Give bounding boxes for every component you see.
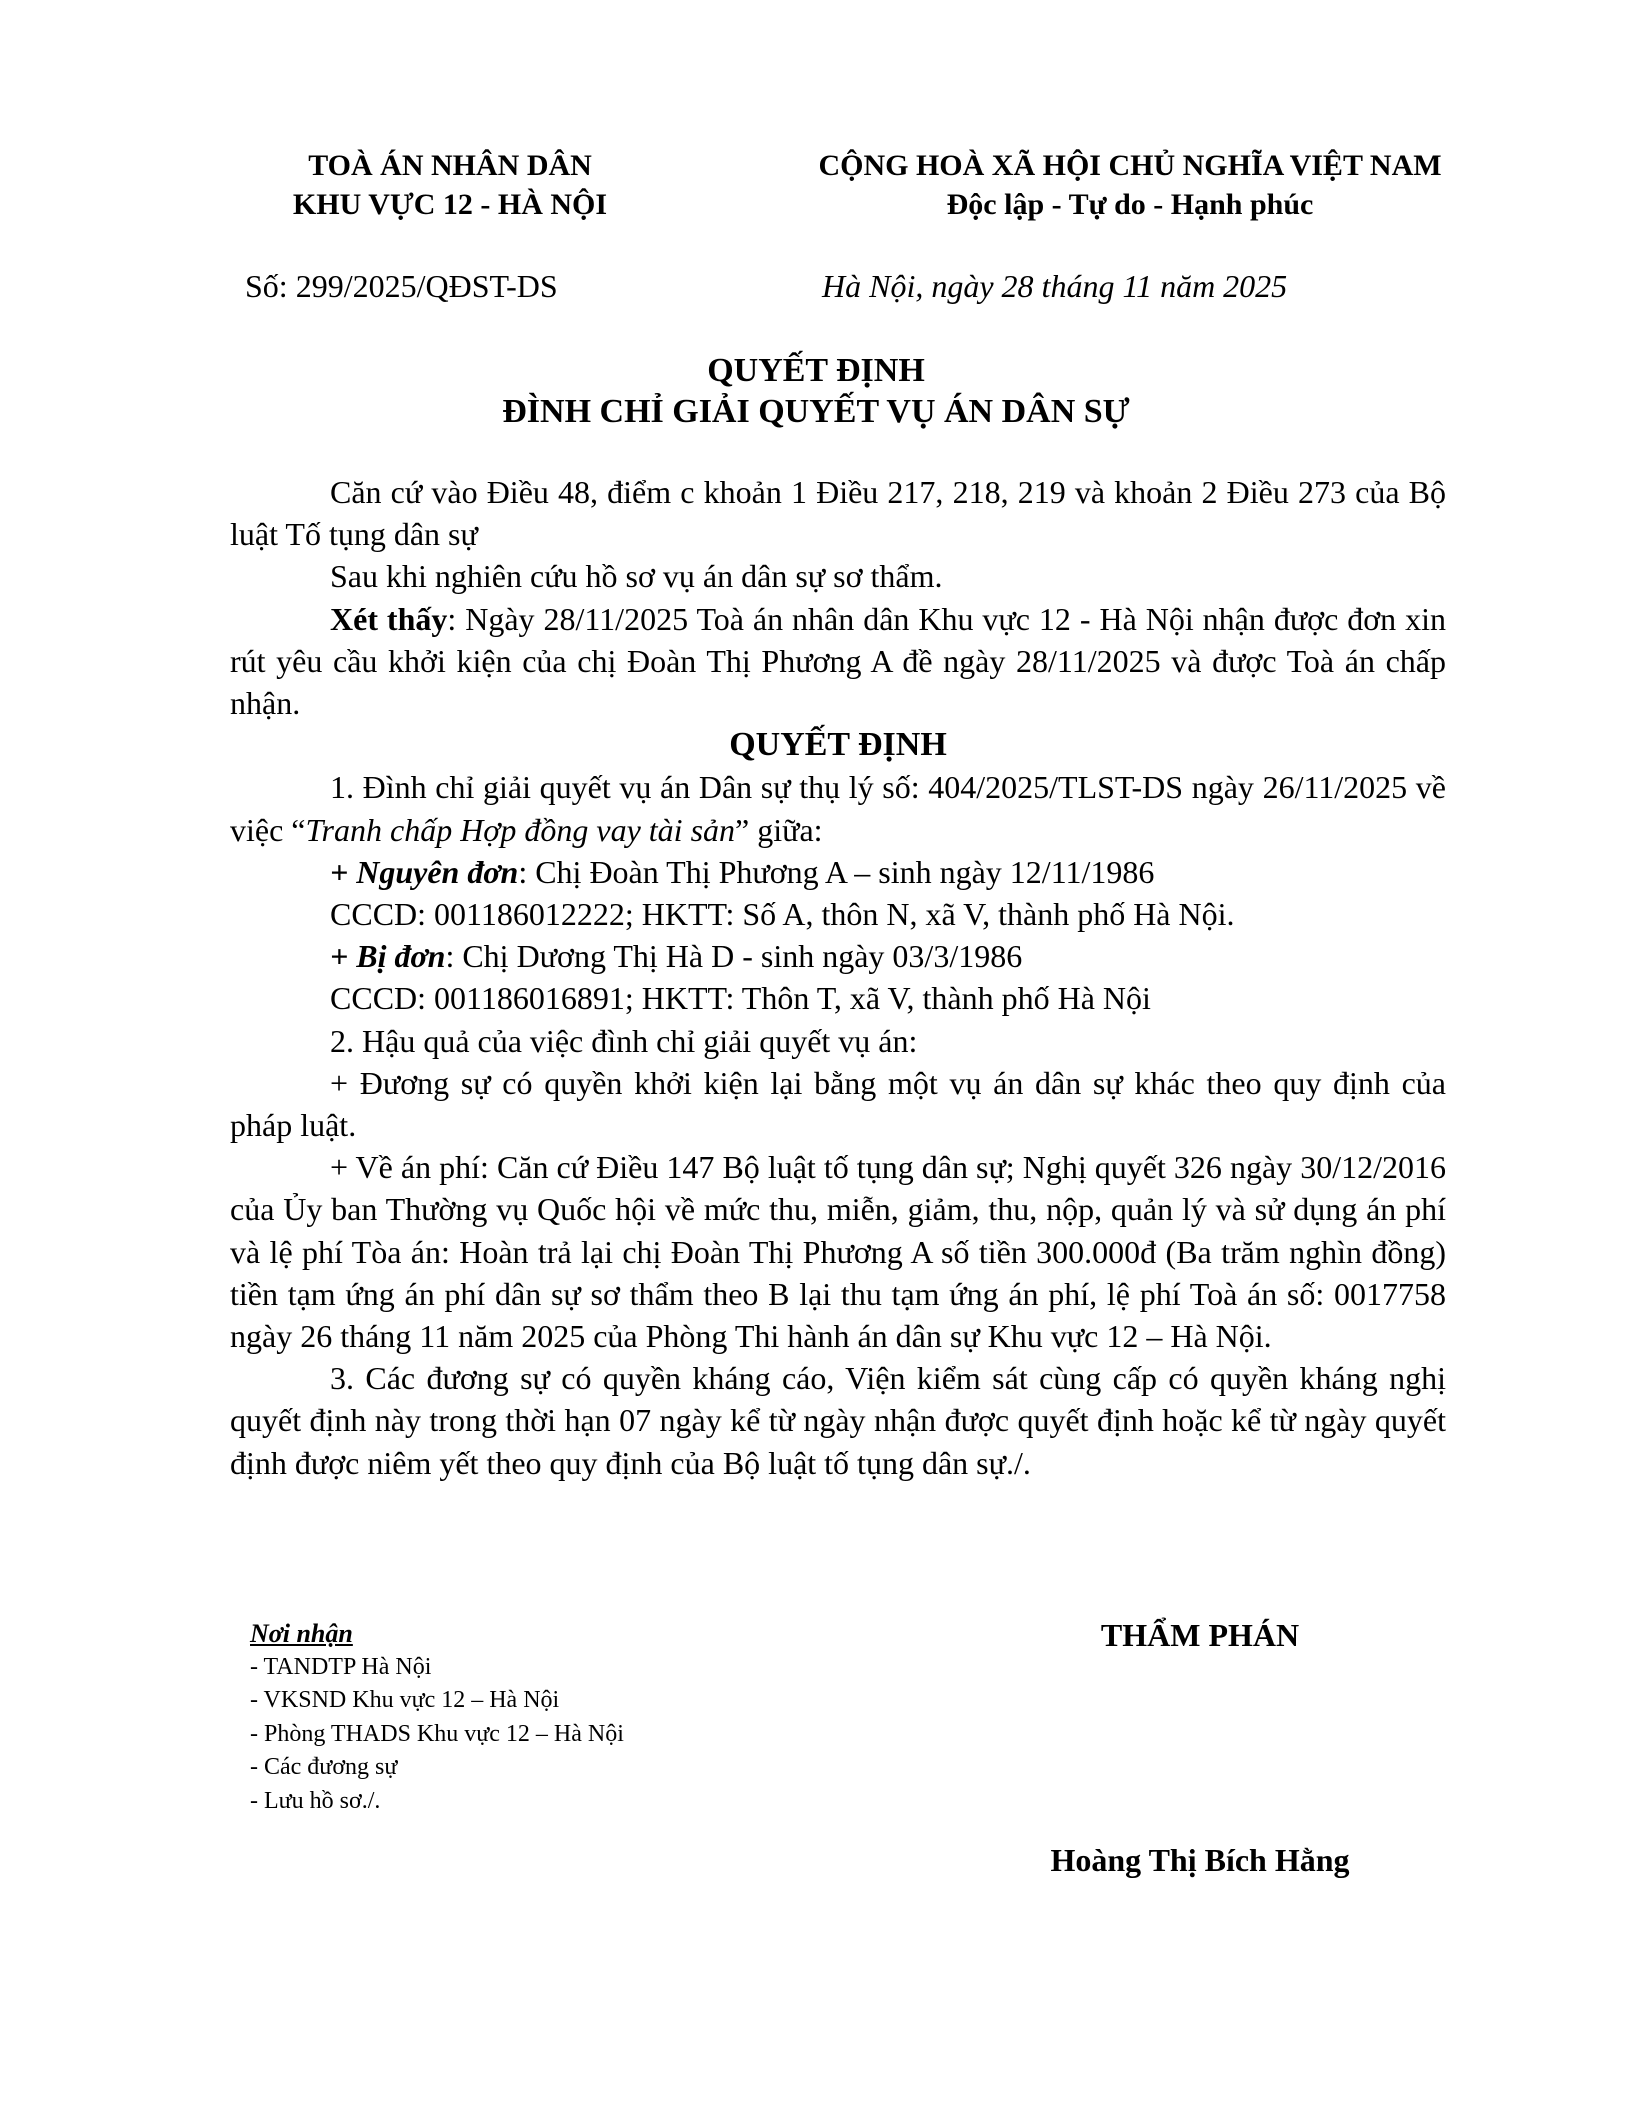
document-title <box>0 350 1632 432</box>
finding-label: Xét thấy <box>330 600 448 637</box>
defendant-label: + Bị đơn <box>330 938 446 975</box>
court-name <box>240 146 660 224</box>
review-statement: Sau khi nghiên cứu hồ sơ vụ án dân sự sơ thẩm. <box>330 558 943 595</box>
recipient-item: - VKSND Khu vực 12 – Hà Nội <box>250 1687 560 1713</box>
recipient-item: - Lưu hồ sơ./. <box>250 1787 381 1814</box>
national-motto <box>740 146 1520 224</box>
place-date: Hà Nội, ngày 28 tháng 11 năm 2025 <box>822 268 1288 304</box>
defendant <box>230 935 1446 977</box>
recipient-item: - Các đương sự <box>250 1754 398 1780</box>
court-name-line1: TOÀ ÁN NHÂN DÂN <box>308 149 592 182</box>
defendant-id: CCCD: 001186016891; HKTT: Thôn T, xã V, thành phố Hà Nội <box>330 980 1151 1017</box>
plaintiff-text: : Chị Đoàn Thị Phương A – sinh ngày 12/11/1986 <box>518 853 1155 890</box>
signer-name: Hoàng Thị Bích Hằng <box>1050 1842 1350 1878</box>
item2-court-fee: + Về án phí: Căn cứ Điều 147 Bộ luật tố tụng dân sự; Nghị quyết 326 ngày 30/12/2016 của Ủy ban Thường vụ Quốc hội về mức thu, miễn, giảm, thu, nộp, quản lý và sử dụng án phí và lệ phí Tòa án: Hoàn trả lại chị Đoàn Thị Phương A số tiền 300.000đ (Ba trăm nghìn đồng) tiền tạm ứng án phí dân sự sơ thẩm theo B lại thu tạm ứng án phí, lệ phí Toà án số: 0017758 ngày 26 tháng 11 năm 2025 của Phòng Thi hành án dân sự Khu vực 12 – Hà Nội. <box>230 1149 1446 1355</box>
recipient-item: - TANDTP Hà Nội <box>250 1653 432 1680</box>
national-title: CỘNG HOÀ XÃ HỘI CHỦ NGHĨA VIỆT NAM <box>818 149 1442 182</box>
document-number: Số: 299/2025/QĐST-DS <box>245 268 558 304</box>
case-name: Tranh chấp Hợp đồng vay tài sản <box>305 811 736 848</box>
item2-right-to-sue: + Đương sự có quyền khởi kiện lại bằng một vụ án dân sự khác theo quy định của pháp luật. <box>230 1064 1446 1144</box>
document-body <box>230 471 1446 1484</box>
finding <box>230 598 1446 725</box>
finding-text: : Ngày 28/11/2025 Toà án nhân dân Khu vực 12 - Hà Nội nhận được đơn xin rút yêu cầu khởi kiện của chị Đoàn Thị Phương A đề ngày 28/11/2025 và được Toà án chấp nhận. <box>230 600 1447 722</box>
title-line2: ĐÌNH CHỈ GIẢI QUYẾT VỤ ÁN DÂN SỰ <box>502 393 1130 430</box>
legal-basis: Căn cứ vào Điều 48, điểm c khoản 1 Điều 217, 218, 219 và khoản 2 Điều 273 của Bộ luật Tố tụng dân sự <box>230 474 1446 553</box>
decision-item-1 <box>230 766 1446 850</box>
item1-post: ” giữa: <box>735 811 823 848</box>
recipients <box>250 1617 850 1818</box>
defendant-text: : Chị Dương Thị Hà D - sinh ngày 03/3/1986 <box>445 938 1023 975</box>
motto: Độc lập - Tự do - Hạnh phúc <box>946 188 1314 221</box>
title-line1: QUYẾT ĐỊNH <box>707 352 925 389</box>
item1-text: 1. Đình chỉ giải quyết vụ án Dân sự thụ lý số: 404/2025/TLST-DS ngày 26/11/2025 về việc “ <box>230 769 1446 848</box>
decision-item-3: 3. Các đương sự có quyền kháng cáo, Viện kiểm sát cùng cấp có quyền kháng nghị quyết định này trong thời hạn 07 ngày kể từ ngày nhận được quyết định hoặc kể từ ngày quyết định được niêm yết theo quy định của Bộ luật tố tụng dân sự./. <box>230 1360 1446 1481</box>
plaintiff-label: + Nguyên đơn <box>330 853 519 890</box>
plaintiff <box>230 851 1446 893</box>
plaintiff-id: CCCD: 001186012222; HKTT: Số A, thôn N, xã V, thành phố Hà Nội. <box>330 896 1235 933</box>
decision-item-2: 2. Hậu quả của việc đình chỉ giải quyết vụ án: <box>330 1022 918 1059</box>
signer-role: THẨM PHÁN <box>1100 1617 1300 1653</box>
decision-heading: QUYẾT ĐỊNH <box>729 726 947 764</box>
recipients-label: Nơi nhận <box>250 1619 353 1648</box>
recipient-item: - Phòng THADS Khu vực 12 – Hà Nội <box>250 1720 624 1747</box>
court-name-line2: KHU VỰC 12 - HÀ NỘI <box>292 188 608 221</box>
